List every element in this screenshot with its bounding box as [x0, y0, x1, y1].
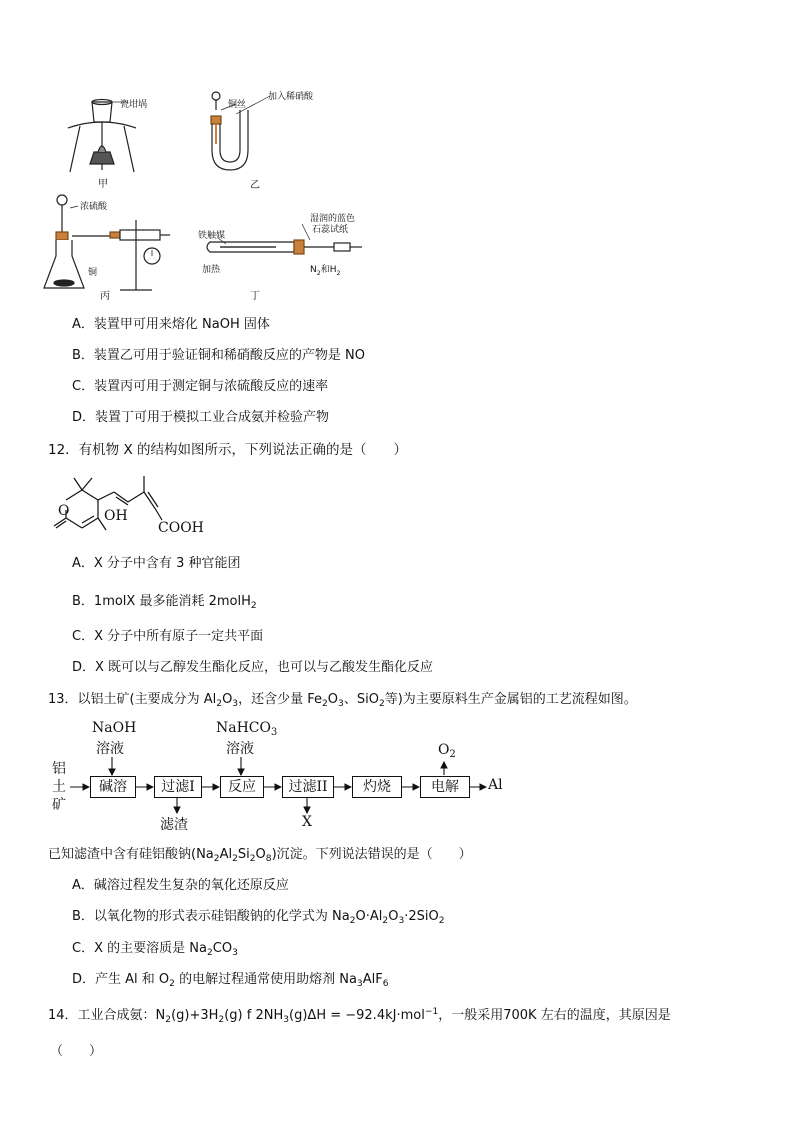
q14-blank: （ ）: [50, 1044, 103, 1059]
oh-label: OH: [104, 508, 128, 524]
figure-label-bing: 丙: [100, 291, 110, 302]
gas-inlet-label: $N_2$和$H_2$: [310, 265, 341, 277]
flow-rongye-2: 溶液: [226, 741, 254, 757]
q11-option-b: B．装置乙可用于验证铜和稀硝酸反应的产物是 NO: [72, 348, 366, 363]
flow-ore-1: 铝: [52, 761, 66, 777]
litmus-label-2: 石蕊试纸: [312, 225, 349, 235]
q13-option-b: B．以氧化物的形式表示硅铝酸钠的化学式为 $Na_2O\cdot Al_2O_3\cdot 2SiO_2$: [72, 909, 445, 926]
flow-ore-3: 矿: [52, 797, 66, 813]
flow-step-roast: 灼烧: [352, 776, 402, 798]
cooh-label: COOH: [158, 520, 204, 536]
crucible-label: 瓷坩埚: [120, 100, 148, 110]
q11-option-c: C．装置丙可用于测定铜与浓硫酸反应的速率: [72, 379, 329, 394]
heat-label: 加热: [202, 265, 221, 275]
ring-oxygen-label: O: [58, 503, 70, 519]
flow-step-electrolysis: 电解: [420, 776, 470, 798]
flow-step-filter-1: 过滤I: [154, 776, 202, 798]
q13-option-c: C．X 的主要溶质是 $Na_2CO_3$: [72, 941, 238, 958]
copper-wire-label: 铜丝: [228, 100, 247, 110]
q12-option-d: D．X 既可以与乙醇发生酯化反应，也可以与乙酸发生酯化反应: [72, 660, 434, 675]
add-nitric-label: 加入稀硝酸: [268, 92, 314, 102]
flow-step-react: 反应: [220, 776, 264, 798]
figure-label-jia: 甲: [98, 179, 108, 190]
q11-option-d: D．装置丁可用于模拟工业合成氨并检验产物: [72, 410, 330, 425]
q13-option-d: D．产生 Al 和 $O_2$ 的电解过程通常使用助熔剂 $Na_3AlF_6$: [72, 972, 389, 989]
flow-step-alkali-dissolve: 碱溶: [90, 776, 136, 798]
flow-x: X: [302, 814, 312, 830]
q13-stem: 13．以铝土矿(主要成分为 $Al_2O_3$，还含少量 $Fe_2O_3$、SiO$_2$等)为主要原料生产金属铝的工艺流程如图。: [48, 692, 637, 709]
iron-catalyst-label: 铁触媒: [198, 231, 226, 241]
copper-label: 铜: [88, 268, 98, 278]
q13-option-a: A．碱溶过程发生复杂的氧化还原反应: [72, 878, 289, 893]
q11-option-a: A．装置甲可用来熔化 NaOH 固体: [72, 317, 270, 332]
flow-residue: 滤渣: [160, 817, 188, 833]
flow-naoh: NaOH: [92, 720, 137, 736]
flow-step-filter-2: 过滤II: [282, 776, 334, 798]
conc-sulfuric-label: 浓硫酸: [80, 202, 108, 212]
flow-product-al: Al: [488, 777, 503, 793]
q12-option-a: A．X 分子中含有 3 种官能团: [72, 556, 241, 571]
flow-rongye-1: 溶液: [96, 741, 124, 757]
flow-nahco3: NaHCO$_3$: [216, 720, 278, 738]
q13-known: 已知滤渣中含有硅铝酸钠$(Na_2Al_2Si_2O_8)$沉淀。下列说法错误的是（ ）: [48, 847, 472, 864]
litmus-label-1: 湿润的蓝色: [310, 214, 356, 224]
q12-stem: 12．有机物 X 的结构如图所示，下列说法正确的是（ ）: [48, 442, 408, 458]
q12-option-b: B．1molX 最多能消耗 2molH$_2$: [72, 594, 257, 611]
q12-option-c: C．X 分子中所有原子一定共平面: [72, 629, 264, 644]
flow-o2: $O_2$: [438, 742, 456, 760]
figure-label-ding: 丁: [250, 291, 260, 302]
flow-ore-2: 土: [52, 779, 66, 795]
figure-label-yi: 乙: [250, 180, 260, 191]
q14-stem: 14．工业合成氨：$N_2(g)+3H_2(g)$ f $2NH_3(g)\Delta H = -92.4kJ\cdot mol^{-1}$，一般采用700K 左右的温度，其原因是: [48, 1007, 671, 1025]
